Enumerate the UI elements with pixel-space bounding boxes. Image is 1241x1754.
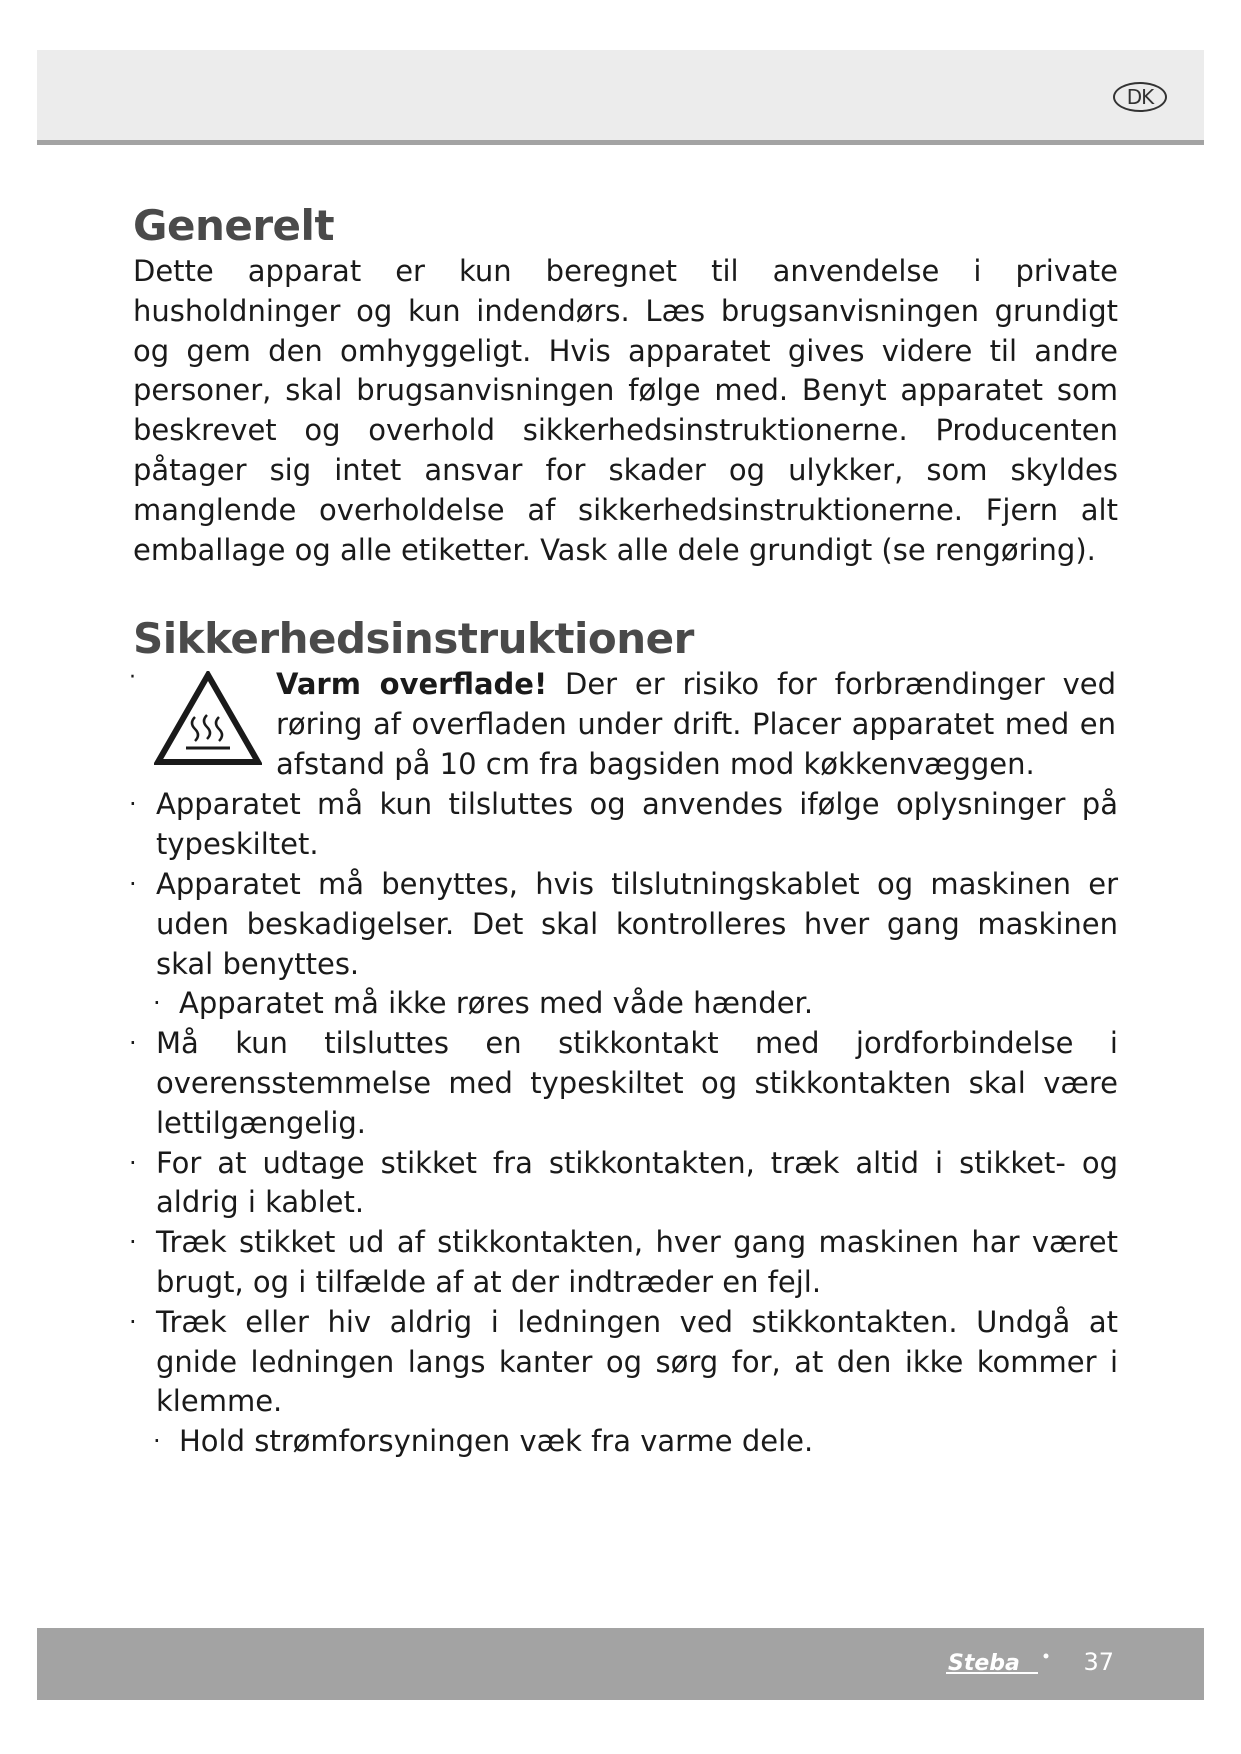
- warning-description: Der er risiko for forbrændinger ved røring af overfladen under drift. Placer apparatet med en afstand på 10 cm fra bagsiden mod køkkenvæggen.: [276, 667, 1117, 781]
- list-item: · Hold strømforsyningen væk fra varme dele.: [133, 1422, 1118, 1462]
- warning-label: Varm overflade!: [276, 667, 548, 702]
- svg-text:Steba: Steba: [948, 1651, 1020, 1676]
- list-item: · Må kun tilsluttes en stikkontakt med jordforbindelse i overensstemmelse med typeskiltet og stikkontakten skal være lettilgængelig.: [133, 1024, 1118, 1143]
- footer-bar: [37, 1628, 1204, 1700]
- safety-section: [129, 613, 1118, 1462]
- page-number: 37: [1083, 1648, 1114, 1676]
- warning-text: [276, 665, 1116, 784]
- general-paragraph: Dette apparat er kun beregnet til anvendelse i private husholdninger og kun indendørs. Læs brugsanvisningen grundigt og gem den omhyggeligt. Hvis apparatet gives videre til andre personer, skal brugsanvisningen følge med. Benyt apparatet som beskrevet og overhold sikkerhedsinstruktionerne. Producenten påtager sig intet ansvar for skader og ulykker, som skyldes manglende overholdelse af sikkerhedsinstruktionerne. Fjern alt emballage og alle etiketter. Vask alle dele grundigt (se rengøring).: [133, 254, 1118, 567]
- section-title-safety: Sikkerhedsinstruktioner: [133, 614, 694, 664]
- list-item: · Apparatet må benyttes, hvis tilslutningskablet og maskinen er uden beskadigelser. Det skal kontrolleres hver gang maskinen skal benyttes.: [133, 865, 1118, 984]
- list-item: · Træk stikket ud af stikkontakten, hver gang maskinen har været brugt, og i tilfælde af at der indtræder en fejl.: [133, 1223, 1118, 1303]
- list-item: · Træk eller hiv aldrig i ledningen ved stikkontakten. Undgå at gnide ledningen langs kanter og sørg for, at den ikke kommer i klemme.: [133, 1303, 1118, 1422]
- page-content: [129, 200, 1118, 1462]
- list-item: · For at udtage stikket fra stikkontakten, træk altid i stikket- og aldrig i kablet.: [133, 1144, 1118, 1224]
- header-bar: [37, 50, 1204, 145]
- steba-logo: [946, 1650, 1056, 1678]
- section-title-general: Generelt: [133, 201, 335, 250]
- hot-surface-warning-icon: [154, 671, 262, 767]
- list-item: · Apparatet må kun tilsluttes og anvendes ifølge oplysninger på typeskiltet.: [133, 785, 1118, 865]
- language-badge: DK: [1113, 82, 1167, 112]
- hot-surface-warning: [129, 665, 1118, 785]
- safety-list: [133, 785, 1118, 1462]
- bullet-dot: ·: [129, 665, 136, 691]
- list-item: · Apparatet må ikke røres med våde hænder.: [133, 984, 1118, 1024]
